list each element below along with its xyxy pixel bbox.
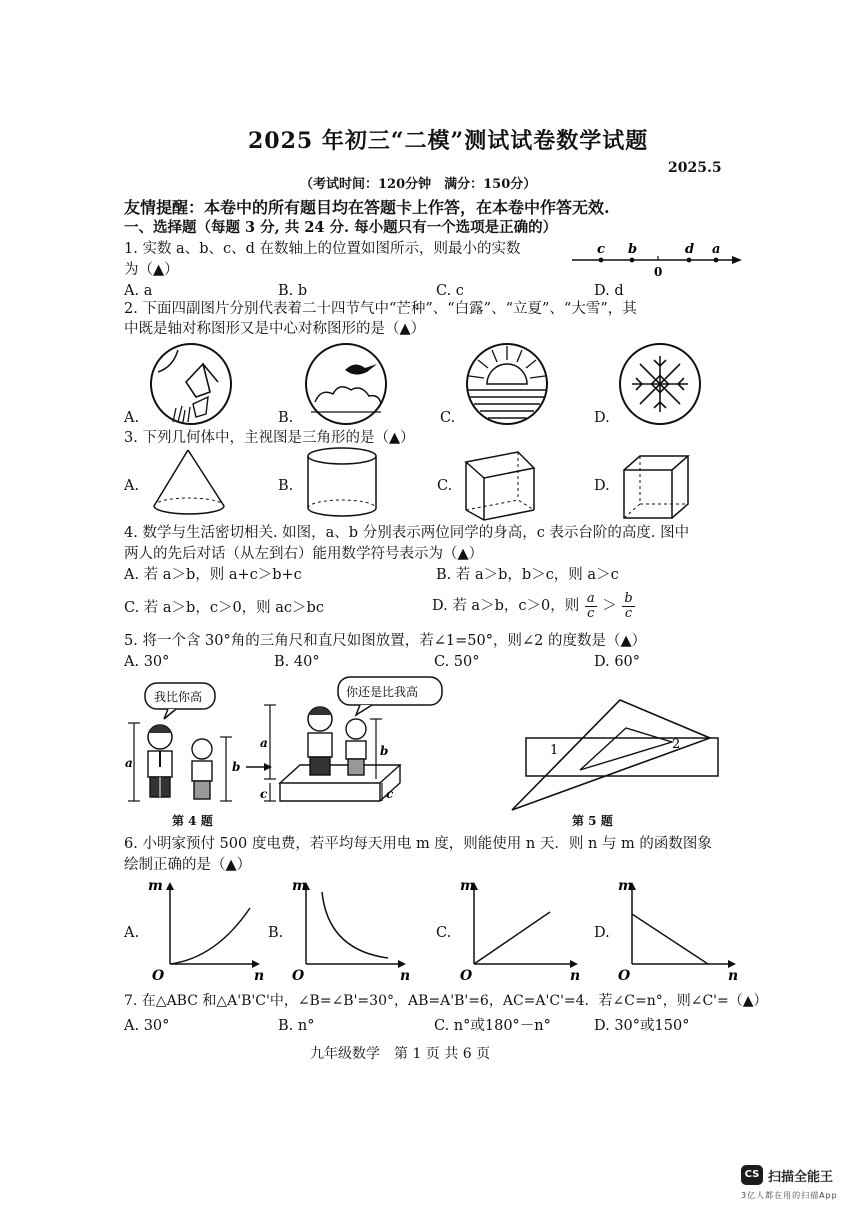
label-zero: 0 <box>654 265 663 279</box>
angle-2-label: 2 <box>672 737 681 752</box>
q5-stem: 5. 将一个含 30°角的三角尺和直尺如图放置，若∠1=50°，则∠2 的度数是（▲） <box>124 633 647 649</box>
q1-option-b: B. b <box>278 283 308 299</box>
q6-option-c: C. <box>436 925 452 941</box>
label-b-left: b <box>232 760 241 774</box>
scanner-logo-name: 扫描全能王 <box>768 1170 834 1185</box>
q5-option-b: B. 40° <box>274 654 320 670</box>
q5-caption: 第 5 题 <box>572 814 613 828</box>
q2-image-c <box>462 342 552 427</box>
scanner-logo-tagline: 3亿人都在用的扫描App <box>741 1191 838 1200</box>
origin: O <box>618 968 631 984</box>
axis-m: m <box>148 878 163 894</box>
bubble2-text: 你还是比我高 <box>346 685 419 699</box>
q1-option-d: D. d <box>594 283 624 299</box>
q4-option-c: C. 若 a＞b，c＞0，则 ac＞bc <box>124 600 324 616</box>
label-a-right: a <box>260 736 268 750</box>
q5-option-a: A. 30° <box>124 654 170 670</box>
origin: O <box>152 968 165 984</box>
q3-option-d: D. <box>594 478 610 494</box>
point-a <box>714 258 719 263</box>
q4-stem-1: 4. 数学与生活密切相关. 如图，a、b 分别表示两位同学的身高，c 表示台阶的高度. 图中 <box>124 525 690 541</box>
q1-option-a: A. a <box>124 283 153 299</box>
point-b <box>630 258 635 263</box>
gt-sign: ＞ <box>602 598 617 615</box>
origin: O <box>292 968 305 984</box>
exam-date: 2025.5 <box>668 160 722 176</box>
axis-n: n <box>570 968 581 984</box>
q1-number-line <box>570 240 745 280</box>
q2-image-b <box>303 342 393 427</box>
axis-n: n <box>254 968 265 984</box>
q5-option-d: D. 60° <box>594 654 641 670</box>
q6-stem-1: 6. 小明家预付 500 度电费，若平均每天用电 m 度，则能使用 n 天．则 n 与 m 的函数图象 <box>124 836 712 852</box>
q2-image-a <box>148 342 238 427</box>
label-c-right: c <box>386 787 394 801</box>
q6-stem-2: 绘制正确的是（▲） <box>124 857 252 873</box>
angle-1-label: 1 <box>550 743 559 758</box>
q4-option-b: B. 若 a＞b，b＞c，则 a＞c <box>436 567 619 583</box>
fraction-a-over-c <box>585 592 597 620</box>
q3-triangular-prism <box>462 448 542 523</box>
q7-option-d: D. 30°或150° <box>594 1018 690 1034</box>
reminder: 友情提醒：本卷中的所有题目均在答题卡上作答，在本卷中作答无效. <box>124 198 610 217</box>
exam-info: （考试时间：120分钟 满分：150分） <box>300 177 537 192</box>
axis-m: m <box>618 878 633 894</box>
axis-n: n <box>400 968 411 984</box>
q2-option-b: B. <box>278 410 294 426</box>
axis-m: m <box>292 878 307 894</box>
label-c-left: c <box>260 787 268 801</box>
q6-graph-c <box>460 878 585 983</box>
q2-image-d <box>617 342 707 427</box>
q7-option-a: A. 30° <box>124 1018 170 1034</box>
bubble1-text: 我比你高 <box>154 690 203 704</box>
q7-option-c: C. n°或180°－n° <box>434 1018 551 1034</box>
q3-option-b: B. <box>278 478 294 494</box>
q6-graph-d <box>618 878 743 983</box>
origin: O <box>460 968 473 984</box>
q3-cone <box>150 448 230 518</box>
q7-stem: 7. 在△ABC 和△A'B'C'中，∠B=∠B'=30°，AB=A'B'=6，AC=A'C'=4．若∠C=n°，则∠C'=（▲） <box>124 993 768 1009</box>
q5-option-c: C. 50° <box>434 654 480 670</box>
label-a: a <box>712 242 721 257</box>
q6-graph-b <box>292 878 412 983</box>
frac1-den: c <box>587 605 595 621</box>
q7-option-b: B. n° <box>278 1018 315 1034</box>
point-c <box>599 258 604 263</box>
frac1-num: a <box>586 591 595 606</box>
q2-option-d: D. <box>594 410 610 426</box>
axis-n: n <box>728 968 739 984</box>
q3-cylinder <box>304 446 384 521</box>
page-footer: 九年级数学 第 1 页 共 6 页 <box>310 1046 491 1062</box>
label-a-left: a <box>125 756 133 770</box>
q4-stem-2: 两人的先后对话（从左到右）能用数学符号表示为（▲） <box>124 546 484 562</box>
frac2-num: b <box>624 591 633 606</box>
q1-option-c: C. c <box>436 283 464 299</box>
point-d <box>687 258 692 263</box>
q2-stem-1: 2. 下面四副图片分别代表着二十四节气中“芒种”、“白露”、“立夏”、“大雪”，其 <box>124 301 637 317</box>
q2-option-a: A. <box>124 410 140 426</box>
axis-m: m <box>460 878 475 894</box>
q3-option-c: C. <box>437 478 453 494</box>
q1-stem-1: 1. 实数 a、b、c、d 在数轴上的位置如图所示，则最小的实数 <box>124 241 521 257</box>
fraction-b-over-c <box>622 592 634 620</box>
q2-stem-2: 中既是轴对称图形又是中心对称图形的是（▲） <box>124 321 426 337</box>
frac2-den: c <box>624 605 633 621</box>
q5-figure <box>510 670 740 820</box>
q3-cube <box>620 452 695 522</box>
label-d: d <box>685 242 695 257</box>
q1-stem-2: 为（▲） <box>124 262 179 278</box>
q6-option-d: D. <box>594 925 610 941</box>
label-c: c <box>597 242 605 257</box>
q6-graph-a <box>146 878 266 983</box>
q4-caption: 第 4 题 <box>172 814 213 828</box>
section-heading: 一、选择题（每题 3 分, 共 24 分. 每小题只有一个选项是正确的） <box>124 219 558 236</box>
q4-option-d-text: D. 若 a＞b，c＞0，则 <box>432 598 580 615</box>
label-b: b <box>628 242 638 257</box>
q2-option-c: C. <box>440 410 456 426</box>
q6-option-a: A. <box>124 925 140 941</box>
q4-figure <box>120 675 419 810</box>
label-b-right: b <box>380 744 389 758</box>
q6-option-b: B. <box>268 925 284 941</box>
q3-option-a: A. <box>124 478 140 494</box>
scanner-logo-badge: CS <box>741 1165 763 1185</box>
triangle-ruler <box>512 700 710 810</box>
q3-stem: 3. 下列几何体中，主视图是三角形的是（▲） <box>124 430 415 446</box>
q4-option-a: A. 若 a＞b，则 a+c＞b+c <box>124 567 302 583</box>
page-title: 2025 年初三“二模”测试试卷数学试题 <box>248 128 649 154</box>
q4-option-d <box>432 592 636 620</box>
